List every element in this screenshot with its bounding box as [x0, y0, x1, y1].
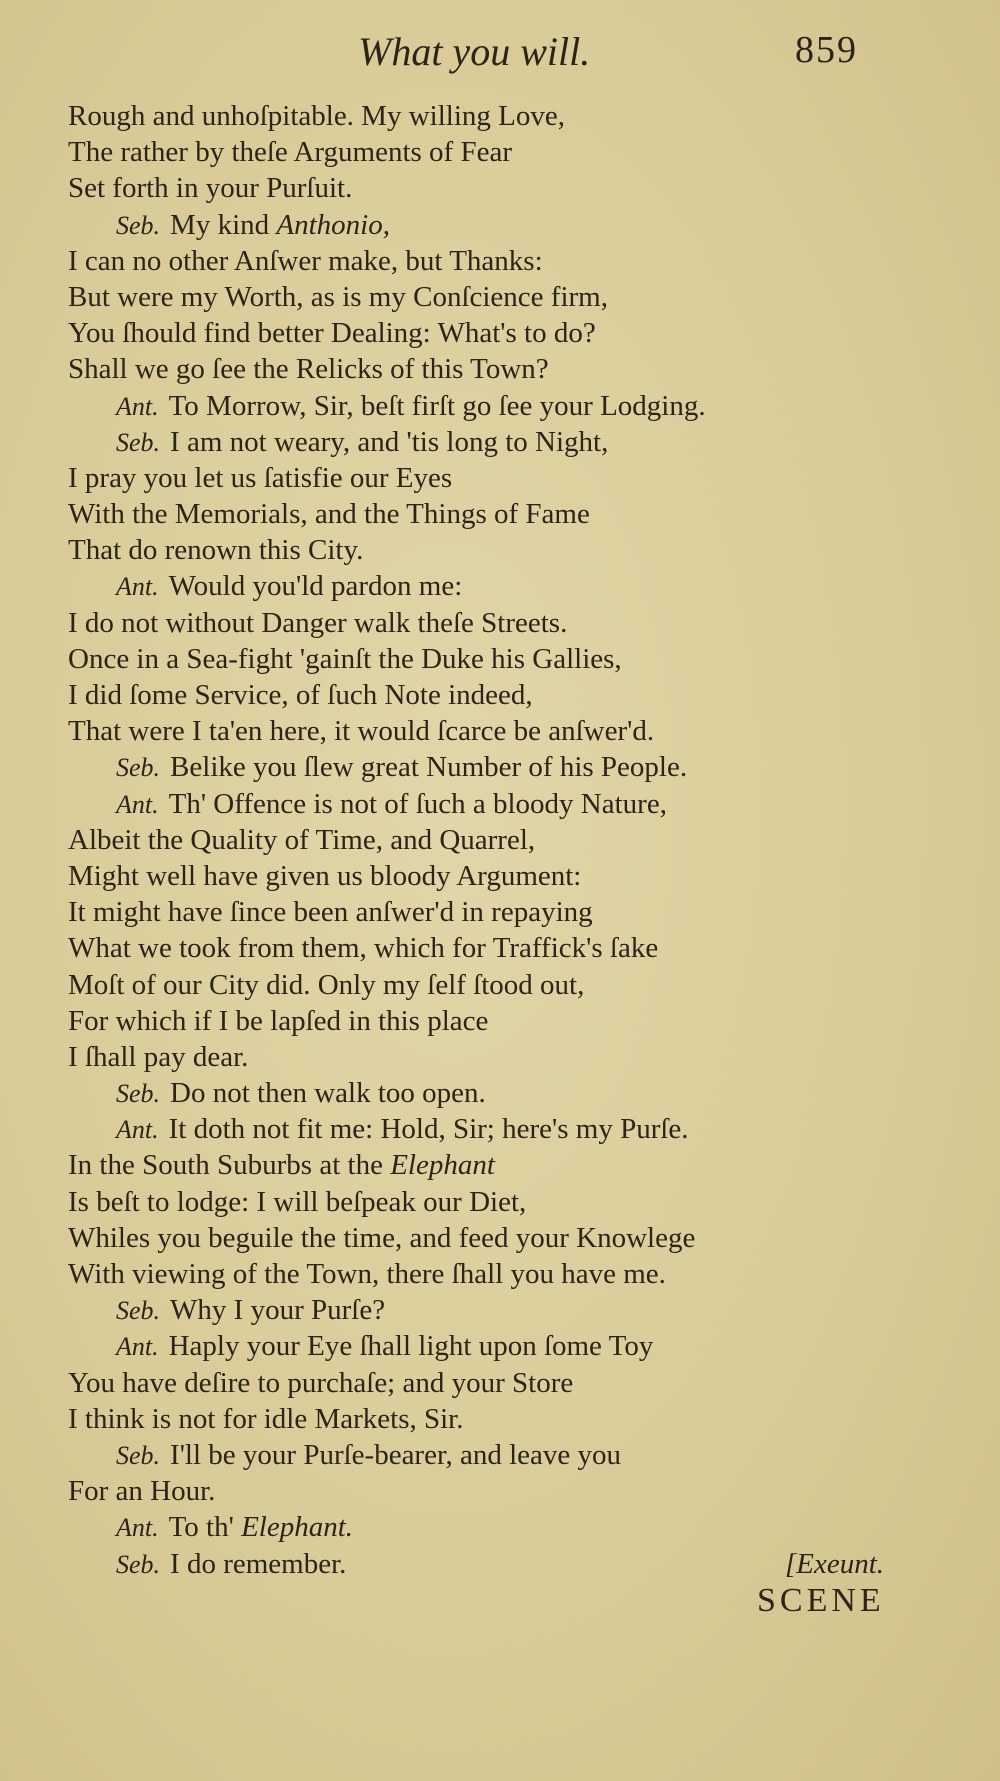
verse-line — [68, 641, 918, 677]
speaker-name: Ant. — [116, 1513, 159, 1543]
line-text: I did ſome Service, of ſuch Note indeed, — [68, 679, 533, 711]
line-text: Albeit the Quality of Time, and Quarrel, — [68, 823, 536, 856]
verse-line — [68, 170, 918, 206]
line-text: I'll be your Purſe-bearer, and leave you — [170, 1438, 622, 1471]
verse-line — [68, 351, 918, 387]
line-text: Th' Offence is not of ſuch a bloody Nature, — [168, 787, 667, 820]
speech-line — [68, 786, 918, 822]
speech-line — [68, 1546, 918, 1582]
line-text: Belike you ſlew great Number of his People. — [170, 751, 688, 784]
speech-line — [68, 1111, 918, 1147]
speaker-name: Ant. — [116, 789, 159, 819]
speaker-name: Seb. — [116, 1440, 161, 1470]
line-text: To th' — [168, 1511, 242, 1544]
line-text: I can no other Anſwer make, but Thanks: — [68, 244, 543, 277]
verse-line — [68, 930, 918, 966]
speech-line — [68, 1437, 918, 1473]
speech-line — [68, 1292, 918, 1328]
verse-line — [68, 532, 918, 568]
line-text: Rough and unhoſpitable. My willing Love, — [68, 100, 565, 132]
line-text: With viewing of the Town, there ſhall you have me. — [68, 1258, 666, 1290]
catchword: SCENE — [757, 1582, 885, 1619]
speech-line — [68, 207, 918, 243]
verse-line — [68, 1003, 918, 1039]
line-text: Might well have given us bloody Argument: — [68, 859, 582, 892]
line-text: I do remember. — [170, 1547, 347, 1580]
line-text: You have deſire to purchaſe; and your Store — [68, 1366, 574, 1399]
line-text: It might have ſince been anſwer'd in repaying — [68, 896, 593, 929]
line-text: Whiles you beguile the time, and feed your Knowlege — [68, 1221, 696, 1254]
line-text: For which if I be lapſed in this place — [68, 1004, 489, 1037]
line-text: But were my Worth, as is my Conſcience firm, — [68, 280, 608, 313]
speaker-name: Ant. — [116, 572, 159, 602]
line-text: I pray you let us ſatisfie our Eyes — [68, 461, 453, 494]
speaker-name: Seb. — [116, 1549, 161, 1579]
line-text: That do renown this City. — [68, 534, 364, 567]
play-text — [68, 98, 918, 1582]
verse-line — [68, 98, 918, 134]
line-text: It doth not fit me: Hold, Sir; here's my Purſe. — [168, 1113, 689, 1146]
verse-line — [68, 1147, 918, 1183]
line-text: Set forth in your Purſuit. — [68, 172, 353, 205]
speaker-name: Seb. — [116, 753, 161, 783]
speaker-name: Seb. — [116, 1079, 161, 1109]
verse-line — [68, 1039, 918, 1075]
speech-line — [68, 388, 918, 424]
line-text: In the South Suburbs at the — [68, 1149, 391, 1182]
page-header — [0, 28, 1000, 78]
line-text: I do not without Danger walk theſe Streets. — [68, 606, 568, 639]
speech-line — [68, 1075, 918, 1111]
stage-direction: [Exeunt. — [785, 1547, 885, 1580]
line-text: You ſhould find better Dealing: What's to do? — [68, 317, 596, 350]
verse-line — [68, 279, 918, 315]
verse-line — [68, 496, 918, 532]
line-text: For an Hour. — [68, 1475, 216, 1508]
speaker-name: Ant. — [116, 1115, 159, 1145]
speaker-name: Ant. — [116, 391, 159, 421]
line-text: Do not then walk too open. — [170, 1077, 486, 1110]
verse-line — [68, 1401, 918, 1437]
speaker-name: Seb. — [116, 427, 161, 457]
speech-line — [68, 1509, 918, 1545]
verse-line — [68, 713, 918, 749]
line-text: Is beſt to lodge: I will beſpeak our Diet, — [68, 1185, 527, 1218]
verse-line — [68, 1220, 918, 1256]
verse-line — [68, 605, 918, 641]
verse-line — [68, 460, 918, 496]
line-text: Moſt of our City did. Only my ſelf ſtood out, — [68, 968, 585, 1001]
page-number: 859 — [795, 29, 858, 71]
verse-line — [68, 243, 918, 279]
line-text: The rather by theſe Arguments of Fear — [68, 136, 512, 169]
verse-line — [68, 1473, 918, 1509]
verse-line — [68, 858, 918, 894]
speech-line — [68, 424, 918, 460]
line-text: I am not weary, and 'tis long to Night, — [170, 425, 609, 458]
line-text: With the Memorials, and the Things of Fame — [68, 498, 590, 531]
italic-text: Elephant — [390, 1149, 495, 1182]
italic-text: Elephant. — [241, 1511, 354, 1544]
verse-line — [68, 894, 918, 930]
italic-text: Anthonio, — [276, 208, 390, 241]
verse-line — [68, 967, 918, 1003]
line-text: That were I ta'en here, it would ſcarce be anſwer'd. — [68, 715, 655, 748]
line-text: Why I your Purſe? — [170, 1294, 386, 1327]
speech-line — [68, 1328, 918, 1364]
speaker-name: Seb. — [116, 1296, 161, 1326]
line-text: I ſhall pay dear. — [68, 1040, 249, 1073]
speech-line — [68, 568, 918, 604]
verse-line — [68, 315, 918, 351]
verse-line — [68, 1184, 918, 1220]
running-title: What you will. — [358, 29, 591, 74]
speech-line — [68, 749, 918, 785]
verse-line — [68, 1256, 918, 1292]
line-text: What we took from them, which for Traffick's ſake — [68, 932, 659, 965]
speaker-name: Ant. — [116, 1332, 159, 1362]
line-text: Haply your Eye ſhall light upon ſome Toy — [168, 1330, 654, 1363]
verse-line — [68, 822, 918, 858]
line-text: Shall we go ſee the Relicks of this Town? — [68, 353, 549, 386]
line-text: Would you'ld pardon me: — [168, 570, 463, 603]
verse-line — [68, 1365, 918, 1401]
line-text: My kind — [170, 208, 277, 241]
line-text: I think is not for idle Markets, Sir. — [68, 1402, 464, 1435]
line-text: To Morrow, Sir, beſt firſt go ſee your Lodging. — [168, 389, 706, 422]
line-text: Once in a Sea-fight 'gainſt the Duke his Gallies, — [68, 642, 622, 675]
speaker-name: Seb. — [116, 210, 161, 240]
verse-line — [68, 134, 918, 170]
verse-line — [68, 677, 918, 713]
